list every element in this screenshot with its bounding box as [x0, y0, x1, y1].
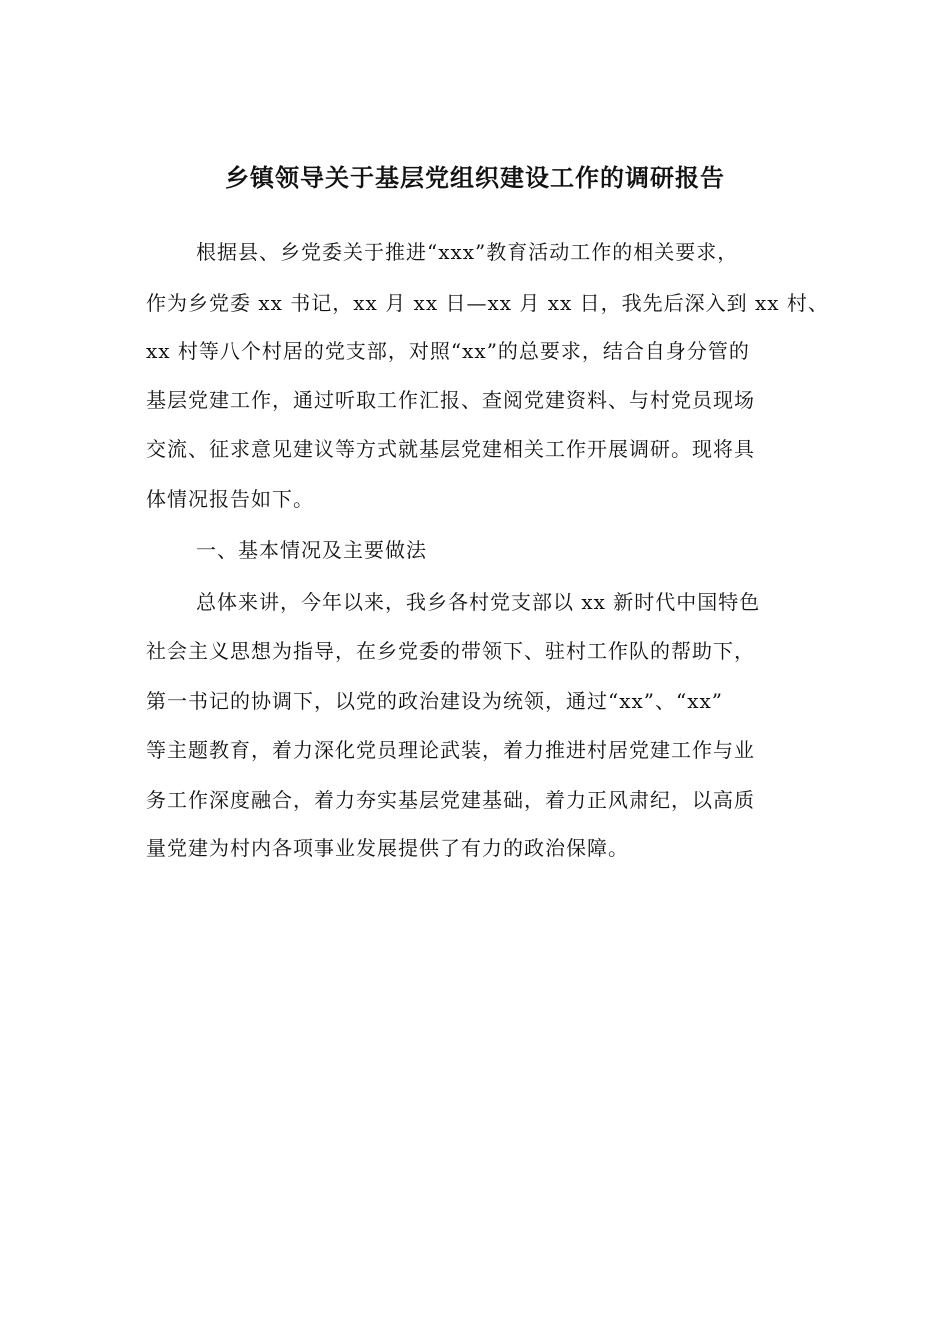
- paragraph-2-line-5: 务工作深度融合，着力夯实基层党建基础，着力正风肃纪，以高质: [146, 788, 755, 812]
- paragraph-1-line-6: 体情况报告如下。: [146, 487, 314, 511]
- paragraph-2-line-1: 总体来讲，今年以来，我乡各村党支部以 xx 新时代中国特色: [196, 590, 761, 614]
- section-heading: 一、基本情况及主要做法: [196, 538, 427, 562]
- paragraph-1-line-4: 基层党建工作，通过听取工作汇报、查阅党建资料、与村党员现场: [146, 388, 755, 412]
- paragraph-1-line-1: 根据县、乡党委关于推进“xxx”教育活动工作的相关要求，: [196, 240, 739, 264]
- paragraph-2-line-4: 等主题教育，着力深化党员理论武装，着力推进村居党建工作与业: [146, 738, 755, 762]
- paragraph-2-line-3: 第一书记的协调下，以党的政治建设为统领，通过“xx”、“xx”: [146, 689, 724, 713]
- paragraph-1-line-2: 作为乡党委 xx 书记，xx 月 xx 日—xx 月 xx 日，我先后深入到 xx 村、: [146, 291, 829, 315]
- paragraph-1-line-5: 交流、征求意见建议等方式就基层党建相关工作开展调研。现将具: [146, 437, 755, 461]
- paragraph-1-line-3: xx 村等八个村居的党支部，对照“xx”的总要求，结合自身分管的: [146, 339, 750, 363]
- paragraph-2-line-6: 量党建为村内各项事业发展提供了有力的政治保障。: [146, 836, 629, 860]
- paragraph-2-line-2: 社会主义思想为指导，在乡党委的带领下、驻村工作队的帮助下，: [146, 639, 755, 663]
- document-title: 乡镇领导关于基层党组织建设工作的调研报告: [225, 163, 725, 192]
